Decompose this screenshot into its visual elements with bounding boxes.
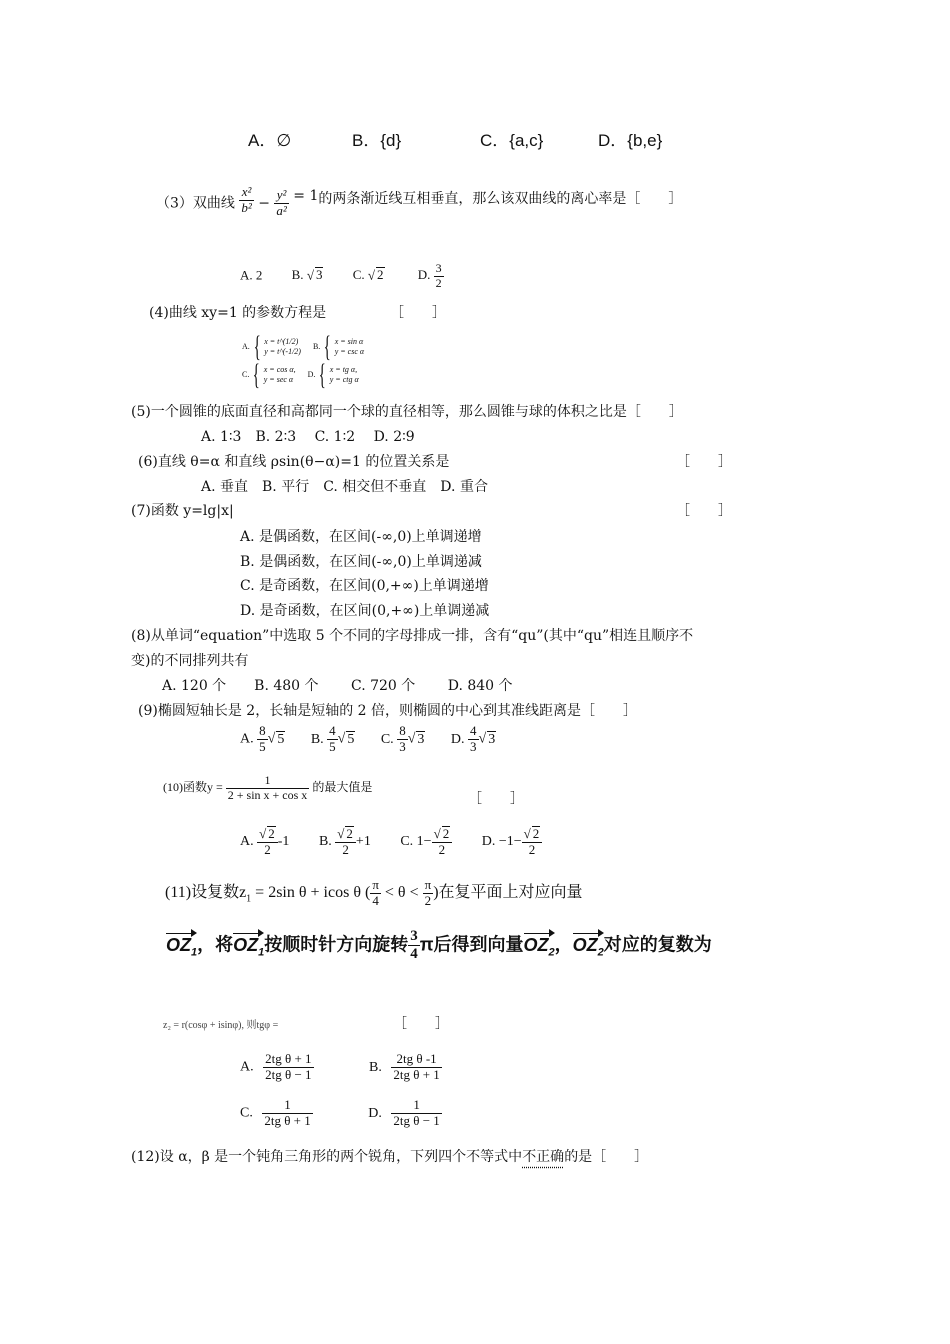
q7-option-d: D. 是奇函数，在区间(0,+∞)上单调递减 <box>240 603 490 619</box>
q5-options: A. 1∶3 B. 2∶3 C. 1∶2 D. 2∶9 <box>201 429 415 445</box>
vector-oz2: $OZ_2$ <box>523 934 555 959</box>
q6-stem: (6)直线 θ=α 和直线 ρsin(θ−α)=1 的位置关系是 <box>138 454 450 470</box>
q11-options-row-2: C. $\frac{1}{\text{2tg θ + 1}}$ D. $\frac{1}{\text{2tg θ − 1}}$ <box>240 1097 440 1128</box>
q7-option-a: A. 是偶函数，在区间(-∞,0)上单调递增 <box>240 529 482 545</box>
q3-options: A. 2 B. √ 3 C. √ 2 D. $\frac{3}{2}$ <box>240 261 442 290</box>
vector-oz2-ref: $OZ_2$ <box>572 934 604 959</box>
q12-emphasis: 不正确 <box>522 1149 565 1165</box>
q10-options: A. $\frac{√ 2}{2}$ -1 B. $\frac{√ 2}{2}$ +1 C. 1− $\frac{√ 2}{2}$ D. −1− $\frac{√ 2}{2}$ <box>240 826 542 858</box>
q12-stem: (12)设 α，β 是一个钝角三角形的两个锐角，下列四个不等式中不正确的是［ ］ <box>131 1149 649 1165</box>
q3-stem: （3）双曲线 $\frac{\text{x²}}{\text{b²}}$ − $\frac{\text{y²}}{\text{a²}}$ = 1的两条渐近线互相垂直，那么该双曲线的离心率是［ ］ <box>156 184 683 218</box>
q7-option-c: C. 是奇函数，在区间(0,+∞)上单调递增 <box>240 578 489 594</box>
q11-line-2: $OZ_1$，将$OZ_1$按顺时针方向旋转 $\frac{3}{4}$ π后得到向量$OZ_2$，$OZ_2$对应的复数为 <box>166 928 712 963</box>
q9-stem: (9)椭圆短轴长是 2，长轴是短轴的 2 倍，则椭圆的中心到其准线距离是［ ］ <box>138 703 637 719</box>
q7-option-b: B. 是偶函数，在区间(-∞,0)上单调递减 <box>240 554 482 570</box>
q2-option-c: C．{a,c} <box>480 131 544 150</box>
q4-bracket: ［ ］ <box>390 305 446 321</box>
q6-bracket: ［ ］ <box>676 454 732 470</box>
q11-options-row-1: A. $\frac{\text{2tg θ + 1}}{\text{2tg θ − 1}}$ B. $\frac{\text{2tg θ -1}}{\text{2tg θ + 1}}$ <box>240 1051 440 1082</box>
vector-oz1-ref: $OZ_1$ <box>233 934 265 959</box>
q7-stem: (7)函数 y=lg|x| <box>131 503 234 519</box>
q2-option-d: D．{b,e} <box>598 131 663 150</box>
vector-oz1: $OZ_1$ <box>166 934 198 959</box>
q10-stem: (10)函数y = $\frac{1}{\text{2 + sin x + cos x}}$ 的最大值是 <box>163 773 373 802</box>
q11-line-1: (11)设复数$z_1 = 2\sin$ θ + icos θ ( $\frac{\pi}{4}$ < θ < $\frac{\pi}{2}$ )在复平面上对应向量 <box>165 877 583 908</box>
q11-bracket: ［ ］ <box>393 1016 449 1032</box>
q11-line-3: z₂ = r(cosφ + isinφ), 则tgφ = <box>163 1020 279 1031</box>
q8-options: A. 120 个 B. 480 个 C. 720 个 D. 840 个 <box>162 678 513 694</box>
q8-line-2: 变)的不同排列共有 <box>131 653 249 669</box>
q2-option-a: A．∅ <box>248 131 292 150</box>
q2-option-b: B．{d} <box>352 131 402 150</box>
q5-stem: (5)一个圆锥的底面直径和高都同一个球的直径相等，那么圆锥与球的体积之比是［ ］ <box>131 404 683 420</box>
q3-fraction-x: $\frac{\text{x²}}{\text{b²}}$ <box>241 184 252 215</box>
q4-stem: (4)曲线 xy=1 的参数方程是 <box>149 305 327 321</box>
q9-options: A. $\frac{8}{5}$ √ 5 B. $\frac{4}{5}$ √ 5 C. $\frac{8}{3}$ √ 3 D. $\frac{4}{3}$ √ 3 <box>240 723 496 754</box>
q10-bracket: ［ ］ <box>468 791 524 807</box>
q3-option-d-fraction: $\frac{3}{2}$ <box>435 261 442 290</box>
q3-fraction-y: $\frac{\text{y²}}{\text{a²}}$ <box>276 187 287 218</box>
q7-bracket: ［ ］ <box>676 503 732 519</box>
q8-line-1: (8)从单词“equation”中选取 5 个不同的字母排成一排，含有“qu”(其中“qu”相连且顺序不 <box>131 628 694 644</box>
q4-options: A. { x = t^(1/2) y = t^(-1/2) B. { x = sin α y = csc α C. { x = cos α, y = sec α D. { x = tg α, y = ctg α <box>242 330 365 391</box>
q6-options: A. 垂直 B. 平行 C. 相交但不垂直 D. 重合 <box>201 479 488 495</box>
